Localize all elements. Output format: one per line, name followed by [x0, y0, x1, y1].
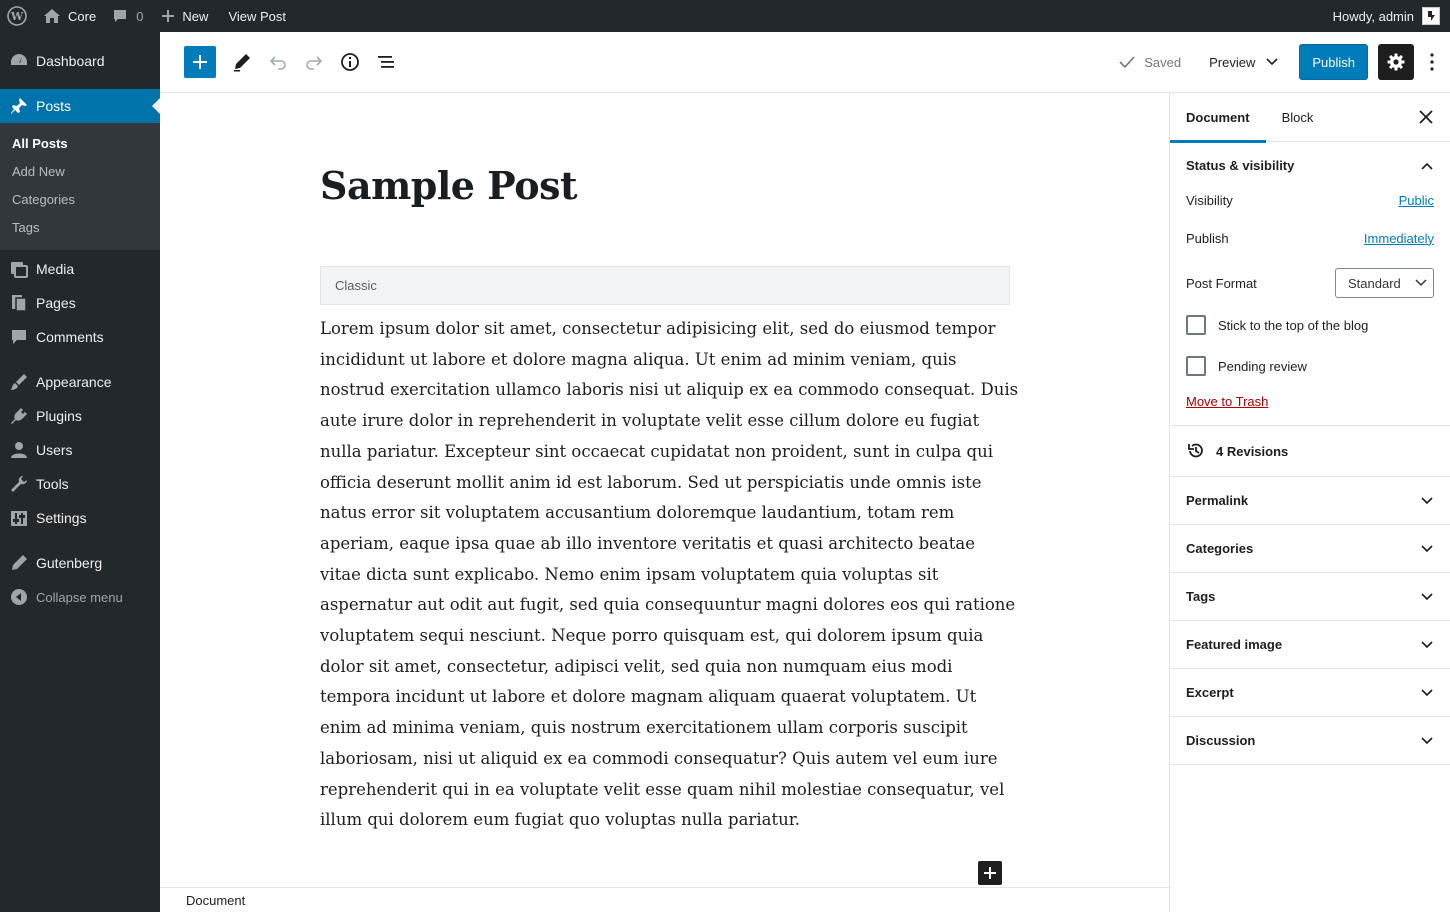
revisions-label: 4 Revisions [1216, 443, 1289, 459]
collapse-menu-label: Collapse menu [36, 589, 123, 605]
post-format-label: Post Format [1186, 275, 1257, 291]
site-name-link[interactable] [35, 0, 104, 32]
pending-checkbox-row[interactable] [1170, 356, 1450, 376]
more-menu-button[interactable] [1414, 44, 1450, 80]
sidebar-item-media[interactable] [0, 252, 160, 286]
sticky-checkbox[interactable] [1186, 315, 1206, 335]
plus-icon [983, 866, 997, 880]
preview-label: Preview [1209, 54, 1256, 70]
featured-image-title: Featured image [1186, 637, 1283, 652]
sidebar-item-label: Tools [36, 476, 69, 492]
excerpt-title: Excerpt [1186, 685, 1234, 700]
tags-title: Tags [1186, 589, 1216, 604]
chevron-down-icon [1420, 544, 1434, 554]
chevron-down-icon [1420, 496, 1434, 506]
history-icon [1186, 441, 1206, 461]
revisions-link[interactable] [1170, 426, 1450, 477]
sticky-label: Stick to the top of the blog [1218, 317, 1369, 333]
howdy-text: Howdy, admin [1332, 8, 1414, 24]
plus-icon [161, 9, 175, 23]
collapse-menu-button[interactable] [0, 580, 160, 614]
permalink-panel[interactable] [1170, 477, 1450, 525]
tab-block[interactable]: Block [1281, 109, 1314, 125]
tools-button[interactable] [224, 44, 260, 80]
sidebar-item-label: Dashboard [36, 53, 105, 69]
dashboard-icon [9, 51, 29, 71]
sidebar-item-gutenberg[interactable] [0, 546, 160, 580]
breadcrumb-document[interactable]: Document [186, 892, 246, 908]
submenu-add-new[interactable]: Add New [12, 164, 65, 179]
posts-submenu [0, 123, 160, 250]
chevron-down-icon [1415, 279, 1427, 287]
sidebar-item-label: Users [36, 442, 73, 458]
admin-bar [0, 0, 1450, 32]
permalink-title: Permalink [1186, 493, 1249, 508]
sidebar-item-appearance[interactable] [0, 365, 160, 399]
list-view-icon [376, 52, 396, 72]
block-navigation-button[interactable] [368, 44, 404, 80]
sidebar-item-label: Gutenberg [36, 555, 103, 571]
sidebar-item-label: Pages [36, 295, 76, 311]
publish-button[interactable]: Publish [1299, 44, 1368, 80]
view-post-label: View Post [228, 8, 287, 24]
publish-date-link[interactable]: Immediately [1363, 230, 1434, 246]
saved-state [1118, 55, 1181, 70]
classic-block-content[interactable]: Lorem ipsum dolor sit amet, consectetur adipisicing elit, sed do eiusmod tempor incididunt ut labore et dolore magna aliqua. Ut enim ad minim veniam, quis nostrud exercitation ullamco laboris nisi ut aliquip ex ea commodo consequat. Duis aute irure dolor in reprehenderit in voluptate velit esse cillum dolore eu fugiat nulla pariatur. Excepteur sint occaecat cupidatat non proident, sunt in culpa qui officia deserunt mollit anim id est laborum. Sed ut perspiciatis unde omnis iste natus error sit voluptatem accusantium doloremque laudantium, totam rem aperiam, eaque ipsa quae ab illo inventore veritatis et quasi architecto beatae vitae dicta sunt explicabo. Nemo enim ipsam voluptatem quia voluptas sit aspernatur aut odit aut fugit, sed quia consequuntur magni dolores eos qui ratione voluptatem sequi nesciunt. Neque porro quisquam est, qui dolorem ipsum quia dolor sit amet, consectetur, adipisci velit, sed quia non numquam eius modi tempora incidunt ut labore et dolore magnam aliquam quaerat voluptatem. Ut enim ad minima veniam, quis nostrum exercitationem ullam corporis suscipit laboriosam, nisi ut aliquid ex ea commodi consequatur? Quis autem vel eum iure reprehenderit qui in ea voluptate velit esse quam nihil molestiae consequatur, vel illum qui dolorem eum fugiat quo voluptas nulla pariatur. [320, 319, 1019, 830]
visibility-row [1170, 186, 1450, 214]
redo-button[interactable] [296, 44, 332, 80]
visibility-link[interactable]: Public [1398, 192, 1434, 208]
editor-canvas [160, 93, 1169, 887]
admin-sidebar [0, 32, 160, 912]
check-icon [1118, 55, 1136, 69]
saved-label: Saved [1144, 54, 1182, 70]
sidebar-item-settings[interactable] [0, 501, 160, 535]
close-sidebar-button[interactable] [1410, 101, 1442, 133]
sidebar-item-posts[interactable] [0, 89, 160, 123]
site-name: Core [68, 8, 97, 24]
sidebar-item-comments[interactable] [0, 320, 160, 354]
post-title[interactable]: Sample Post [320, 163, 578, 208]
post-format-value: Standard [1348, 275, 1401, 291]
excerpt-panel[interactable] [1170, 669, 1450, 717]
pin-icon [9, 96, 29, 116]
sidebar-item-label: Appearance [36, 374, 112, 390]
avatar [1422, 7, 1440, 25]
chevron-down-icon [1420, 640, 1434, 650]
visibility-label: Visibility [1186, 192, 1233, 208]
undo-button[interactable] [260, 44, 296, 80]
publish-date-label: Publish [1186, 230, 1229, 246]
pencil-icon [232, 52, 252, 72]
collapse-arrow-icon [9, 587, 29, 607]
submenu-tags[interactable]: Tags [12, 220, 40, 235]
sidebar-item-dashboard[interactable] [0, 44, 160, 78]
sidebar-item-plugins[interactable] [0, 399, 160, 433]
move-to-trash-link[interactable]: Move to Trash [1186, 394, 1269, 409]
classic-block-toolbar[interactable] [320, 266, 1010, 305]
chevron-up-icon [1420, 161, 1434, 171]
plus-icon [192, 54, 208, 70]
comment-bubble-icon [112, 8, 128, 24]
pending-review-label: Pending review [1218, 358, 1307, 374]
close-icon [1418, 109, 1434, 125]
chevron-down-icon [1265, 57, 1279, 67]
submenu-all-posts[interactable]: All Posts [12, 136, 68, 151]
plug-icon [9, 406, 29, 426]
categories-panel[interactable] [1170, 525, 1450, 573]
tab-document[interactable]: Document [1170, 93, 1266, 142]
sidebar-tabs [1170, 93, 1450, 142]
pending-review-checkbox[interactable] [1186, 356, 1206, 376]
comments-link[interactable] [104, 0, 151, 32]
editor-toolbar [160, 32, 1450, 93]
view-post-link[interactable] [220, 0, 294, 32]
discussion-title: Discussion [1186, 733, 1256, 748]
vertical-ellipsis-icon [1429, 52, 1435, 72]
wordpress-logo-icon[interactable] [0, 0, 35, 32]
sidebar-item-users[interactable] [0, 433, 160, 467]
sidebar-item-pages[interactable] [0, 286, 160, 320]
sidebar-item-label: Posts [36, 98, 72, 114]
tags-panel[interactable] [1170, 573, 1450, 621]
media-icon [9, 259, 29, 279]
chevron-down-icon [1420, 736, 1434, 746]
info-icon [340, 52, 360, 72]
sidebar-item-label: Plugins [36, 408, 82, 424]
new-content-link[interactable] [153, 0, 216, 32]
comments-count: 0 [136, 8, 144, 24]
chevron-down-icon [1420, 688, 1434, 698]
preview-button[interactable] [1201, 44, 1287, 80]
sidebar-item-label: Media [36, 261, 75, 277]
user-icon [9, 440, 29, 460]
featured-image-panel[interactable] [1170, 621, 1450, 669]
svg-text:W: W [10, 10, 24, 23]
classic-block-label: Classic [335, 278, 377, 293]
post-format-select[interactable] [1335, 268, 1434, 298]
status-visibility-title: Status & visibility [1186, 158, 1295, 173]
block-breadcrumb [160, 887, 1169, 912]
status-visibility-panel [1170, 142, 1450, 426]
account-menu[interactable] [1333, 7, 1450, 25]
redo-icon [304, 52, 324, 72]
publish-row [1170, 224, 1450, 252]
brush-icon [9, 372, 29, 392]
sliders-icon [9, 508, 29, 528]
settings-sidebar [1169, 93, 1450, 912]
categories-title: Categories [1186, 541, 1254, 556]
undo-icon [268, 52, 288, 72]
submenu-categories[interactable]: Categories [12, 192, 75, 207]
status-visibility-toggle[interactable] [1170, 142, 1450, 189]
add-block-button[interactable] [978, 861, 1002, 885]
pages-icon [9, 293, 29, 313]
gear-icon [1386, 52, 1406, 72]
block-inserter-button[interactable] [184, 46, 216, 78]
new-label: New [182, 8, 209, 24]
wrench-icon [9, 474, 29, 494]
sidebar-item-label: Settings [36, 510, 87, 526]
chevron-down-icon [1420, 592, 1434, 602]
sidebar-item-label: Comments [36, 329, 104, 345]
sticky-checkbox-row[interactable] [1170, 315, 1450, 335]
pen-icon [9, 553, 29, 573]
home-icon [43, 8, 61, 24]
post-format-row [1170, 268, 1450, 298]
comment-icon [9, 327, 29, 347]
content-info-button[interactable] [332, 44, 368, 80]
sidebar-item-tools[interactable] [0, 467, 160, 501]
discussion-panel[interactable] [1170, 717, 1450, 765]
settings-button[interactable] [1378, 44, 1414, 80]
